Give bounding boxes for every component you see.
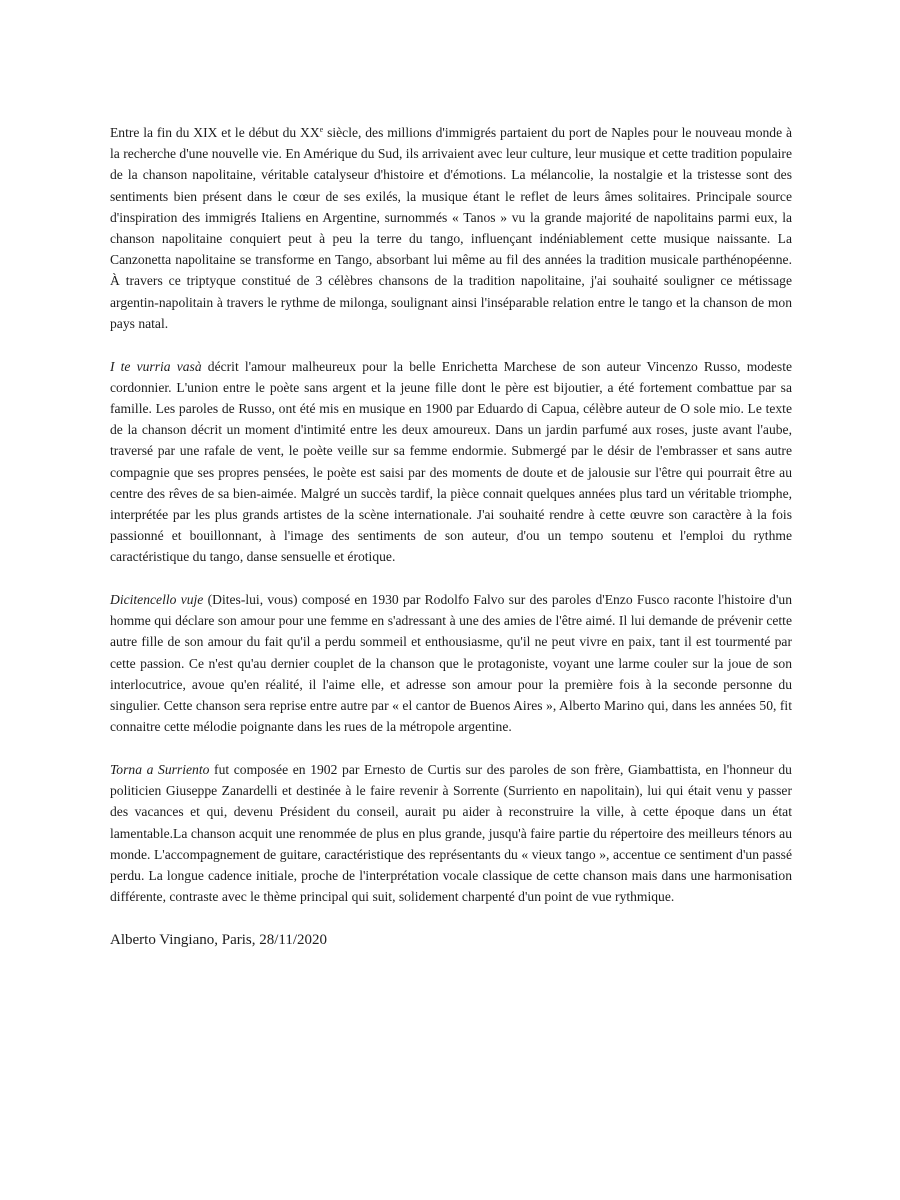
intro-paragraph [110,122,792,334]
intro-text-start: Entre la fin du XIX et le début du XX [110,125,320,140]
song3-title: Torna a Surriento [110,761,210,777]
song1-text: décrit l'amour malheureux pour la belle Enrichetta Marchese de son auteur Vincenzo Russo, modeste cordonnier. L'union entre le poète sans argent et la jeune fille dont le père est bijoutier, a été fortement combattue par sa famille. Les paroles de Russo, ont été mis en musique en 1900 par Eduardo di Capua, célèbre auteur de O sole mio. Le texte de la chanson décrit un moment d'intimité entre les deux amoureux. Dans un jardin parfumé aux roses, juste avant l'aube, traversé par une rafale de vent, le poète veille sur sa femme endormie. Submergé par le désir de l'embrasser et sans autre compagnie que ses propres pensées, le poète est saisi par des moments de doute et de jalousie sur l'être qui pourrait être au centre des rêves de sa bien-aimée. Malgré un succès tardif, la pièce connait quelques années plus tard un véritable triomphe, interprétée par les plus grands artistes de la scène internationale. J'ai souhaité rendre à cette œuvre son caractère à la fois passionné et bouillonnant, à l'image des sentiments de son auteur, d'ou un tempo soutenu et l'emploi du rythme caractéristique du tango, danse sensuelle et érotique. [110,358,793,565]
song3-paragraph [110,759,792,907]
song1-paragraph [110,356,792,568]
document-page [110,122,792,966]
song2-paragraph [110,589,792,737]
song3-text: fut composée en 1902 par Ernesto de Curtis sur des paroles de son frère, Giambattista, en l'honneur du politicien Giuseppe Zanardelli et destinée à le faire revenir à Sorrente (Surriento en napolitain), lui qui était venu y passer des vacances et qui, devenu Président du conseil, aurait pu aider à reconstruire la ville, à cette époque dans un état lamentable.La chanson acquit une renommée de plus en plus grande, jusqu'à faire partie du répertoire des meilleurs ténors au monde. L'accompagnement de guitare, caractéristique des représentants du « vieux tango », accentue ce sentiment d'un passé perdu. La longue cadence initiale, proche de l'interprétation vocale classique de cette chanson mais dans une harmonisation différente, contraste avec le thème principal qui suit, solidement charpenté d'un point de vue rythmique. [110,761,792,905]
intro-text-rest: siècle, des millions d'immigrés partaient du port de Naples pour le nouveau monde à la recherche d'une nouvelle vie. En Amérique du Sud, ils arrivaient avec leur culture, leur musique et cette tradition populaire de la chanson napolitaine, véritable catalyseur d'histoire et d'émotions. La mélancolie, la nostalgie et la tristesse sont des sentiments bien présent dans le cœur de ses exilés, la musique étant le reflet de leurs âmes solitaires. Principale source d'inspiration des immigrés Italiens en Argentine, surnommés « Tanos » vu la grande majorité de napolitains parmi eux, la chanson napolitaine conquiert peut à peu la terre du tango, influençant indéniablement cette musique naissante. La Canzonetta napolitaine se transforme en Tango, absorbant lui même au fil des années la tradition musicale parthénopéenne. À travers ce triptyque constitué de 3 célèbres chansons de la tradition napolitaine, j'ai souhaité souligner ce métissage argentin-napolitain à travers le rythme de milonga, soulignant ainsi l'inséparable relation entre le tango et la chanson de mon pays natal. [110,125,792,331]
signature-line: Alberto Vingiano, Paris, 28/11/2020 [110,931,328,948]
song2-title: Dicitencello vuje [110,592,204,608]
century-superscript: e [319,125,324,134]
song1-title: I te vurria vasà [110,358,202,374]
song2-text: (Dites-lui, vous) composé en 1930 par Rodolfo Falvo sur des paroles d'Enzo Fusco raconte l'histoire d'un homme qui déclare son amour pour une femme en s'adressant à une des amies de l'être aimé. Il lui demande de prévenir cette autre fille de son amour du fait qu'il a perdu sommeil et enthousiasme, qu'il ne peut vivre en paix, tant il est tourmenté par cette passion. Ce n'est qu'au dernier couplet de la chanson que le protagoniste, voyant une larme couler sur la joue de son interlocutrice, avoue qu'en réalité, il l'aime elle, et adresse son amour pour la première fois à la seconde personne du singulier. Cette chanson sera reprise entre autre par « el cantor de Buenos Aires », Alberto Marino qui, dans les années 50, fit connaitre cette mélodie poignante dans les rues de la métropole argentine. [110,592,793,735]
